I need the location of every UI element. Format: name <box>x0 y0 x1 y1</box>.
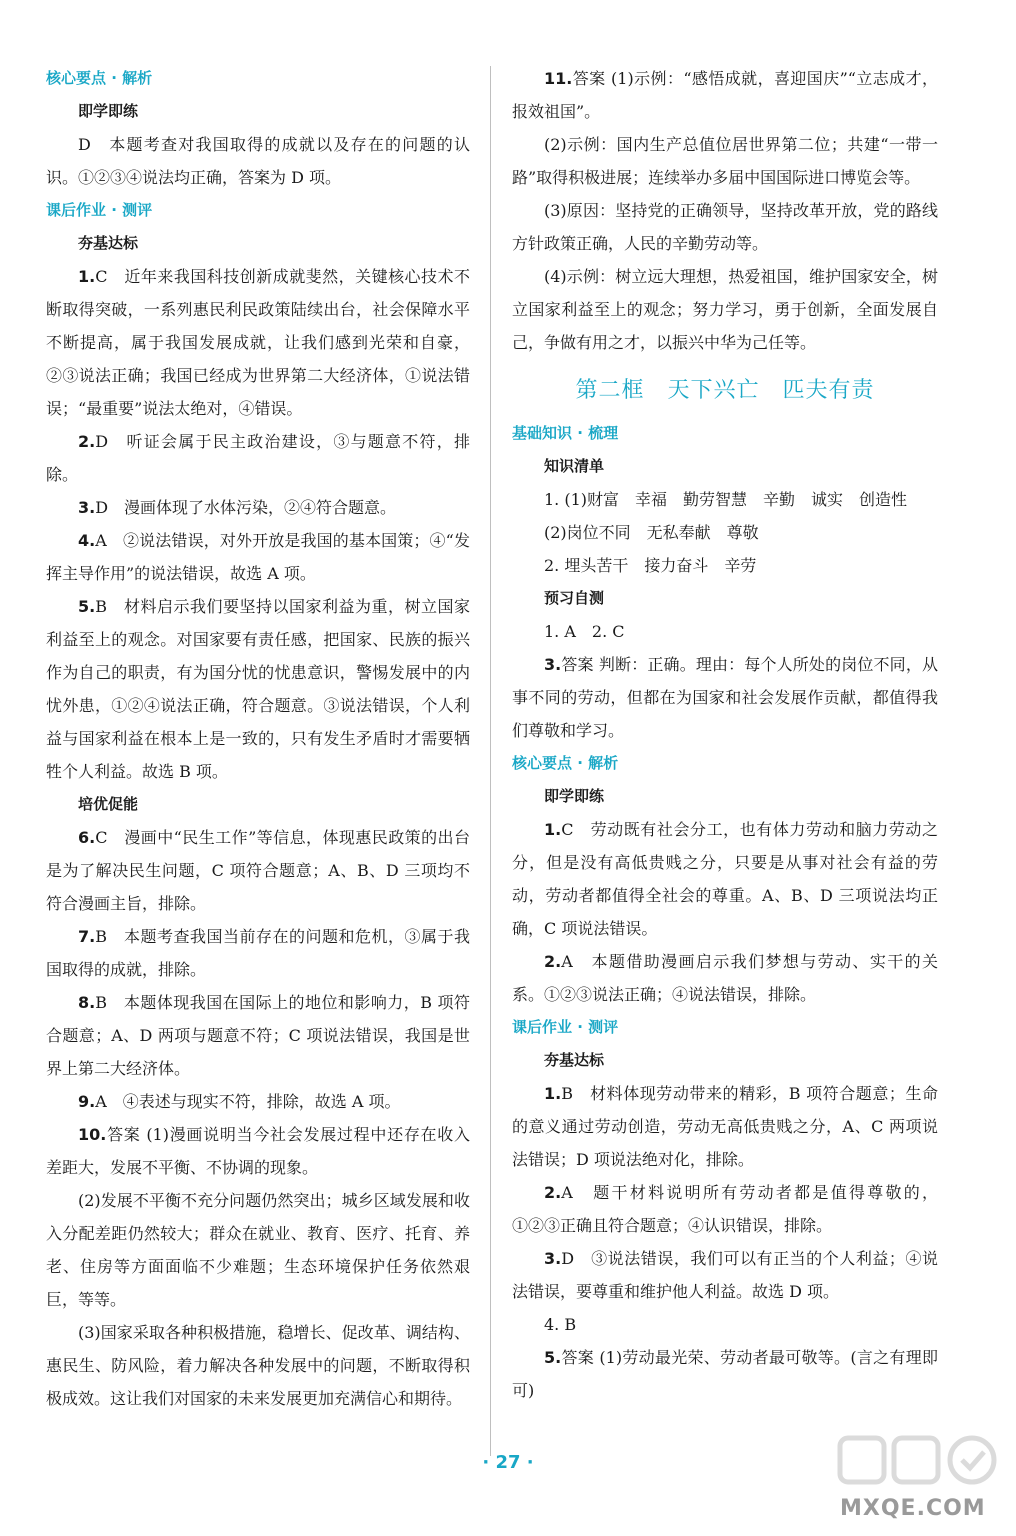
knowledge-item: 1. (1)财富 幸福 勤劳智慧 辛勤 诚实 创造性 <box>544 490 908 509</box>
subsection-heading: 知识清单 <box>544 457 605 475</box>
knowledge-item: 2. 埋头苦干 接力奋斗 辛劳 <box>544 556 757 575</box>
answer-item: 3.D 漫画体现了水体污染，②④符合题意。 <box>78 498 397 517</box>
answer-item: 8.B 本题体现我国在国际上的地位和影响力，B 项符合题意；A、D 两项与题意不符；C 项说法错误，我国是世界上第二大经济体。 <box>46 993 470 1078</box>
answer-item: 5.答案 (1)劳动最光荣、劳动者最可敬等。(言之有理即可) <box>512 1348 938 1400</box>
section-heading: 课后作业 · 测评 <box>46 201 153 219</box>
paragraph: D 本题考查对我国取得的成就以及存在的问题的认识。①②③④说法均正确，答案为 D 项。 <box>46 135 470 187</box>
section-heading: 课后作业 · 测评 <box>512 1018 619 1036</box>
answer-item: 1.B 材料体现劳动带来的精彩，B 项符合题意；生命的意义通过劳动创造，劳动无高低贵贱之分，A、C 两项说法错误；D 项说法绝对化，排除。 <box>512 1084 938 1169</box>
watermark-text: MXQE.COM <box>840 1496 986 1521</box>
left-column <box>46 62 470 1415</box>
subsection-heading: 即学即练 <box>78 102 139 120</box>
answer-item: 4.A ②说法错误，对外开放是我国的基本国策；④“发挥主导作用”的说法错误，故选 A 项。 <box>46 531 470 583</box>
paragraph: (2)发展不平衡不充分问题仍然突出；城乡区域发展和收入分配差距仍然较大；群众在就业、教育、医疗、托育、养老、住房等方面面临不少难题；生态环境保护任务依然艰巨，等等。 <box>46 1191 470 1309</box>
answer-item: 5.B 材料启示我们要坚持以国家利益为重，树立国家利益至上的观念。对国家要有责任感，把国家、民族的振兴作为自己的职责，有为国分忧的忧患意识，警惕发展中的内忧外患，①②④说法正确，符合题意。③说法错误，个人利益与国家利益在根本上是一致的，只有发生矛盾时才需要牺牲个人利益。故选 B 项。 <box>46 597 470 781</box>
frame-title: 第二框 天下兴亡 匹夫有责 <box>575 378 875 403</box>
answer-item: 7.B 本题考查我国当前存在的问题和危机，③属于我国取得的成就，排除。 <box>46 927 470 979</box>
knowledge-item: (2)岗位不同 无私奉献 尊敬 <box>544 523 759 542</box>
subsection-heading: 预习自测 <box>544 589 605 607</box>
section-heading: 核心要点 · 解析 <box>46 69 153 87</box>
paragraph: (3)国家采取各种积极措施，稳增长、促改革、调结构、惠民生、防风险，着力解决各种发展中的问题，不断取得积极成效。这让我们对国家的未来发展更加充满信心和期待。 <box>46 1323 470 1408</box>
section-heading: 基础知识 · 梳理 <box>512 424 619 442</box>
answer-item: 3.D ③说法错误，我们可以有正当的个人利益；④说法错误，要尊重和维护他人利益。故选 D 项。 <box>512 1249 938 1301</box>
answer-item: 3.答案 判断：正确。理由：每个人所处的岗位不同，从事不同的劳动，但都在为国家和社会发展作贡献，都值得我们尊敬和学习。 <box>512 655 938 740</box>
answer-item: 2.A 题干材料说明所有劳动者都是值得尊敬的，①②③正确且符合题意；④认识错误，排除。 <box>512 1183 938 1235</box>
answer-item: 2.A 本题借助漫画启示我们梦想与劳动、实干的关系。①②③说法正确；④说法错误，排除。 <box>512 952 938 1004</box>
subsection-heading: 夯基达标 <box>544 1051 605 1069</box>
answer-item: 6.C 漫画中“民生工作”等信息，体现惠民政策的出台是为了解决民生问题，C 项符合题意；A、B、D 三项均不符合漫画主旨，排除。 <box>46 828 470 913</box>
subsection-heading: 即学即练 <box>544 787 605 805</box>
answer-item: 11.答案 (1)示例：“感悟成就，喜迎国庆”“立志成才，报效祖国”。 <box>512 69 938 121</box>
subsection-heading: 夯基达标 <box>78 234 139 252</box>
answer-item: 4. B <box>544 1315 577 1334</box>
answer-item: 1. A 2. C <box>544 622 625 641</box>
paragraph: (2)示例：国内生产总值位居世界第二位；共建“一带一路”取得积极进展；连续举办多届中国国际进口博览会等。 <box>512 135 938 187</box>
answer-item: 1.C 劳动既有社会分工，也有体力劳动和脑力劳动之分，但是没有高低贵贱之分，只要是从事对社会有益的劳动，劳动者都值得全社会的尊重。A、B、D 三项说法均正确，C 项说法错误。 <box>512 820 938 938</box>
section-heading: 核心要点 · 解析 <box>512 754 619 772</box>
column-divider <box>490 66 491 1456</box>
answer-item: 1.C 近年来我国科技创新成就斐然，关键核心技术不断取得突破，一系列惠民利民政策陆续出台，社会保障水平不断提高，属于我国发展成就，让我们感到光荣和自豪，②③说法正确；我国已经成为世界第二大经济体，①说法错误；“最重要”说法太绝对，④错误。 <box>46 267 470 418</box>
paragraph: (3)原因：坚持党的正确领导，坚持改革开放，党的路线方针政策正确，人民的辛勤劳动等。 <box>512 201 938 253</box>
right-column <box>512 62 938 1407</box>
page-number: · 27 · <box>482 1452 534 1473</box>
paragraph: (4)示例：树立远大理想，热爱祖国，维护国家安全，树立国家利益至上的观念；努力学习，勇于创新，全面发展自己，争做有用之才，以振兴中华为己任等。 <box>512 267 938 352</box>
answer-item: 10.答案 (1)漫画说明当今社会发展过程中还存在收入差距大，发展不平衡、不协调的现象。 <box>46 1125 470 1177</box>
answer-item: 2.D 听证会属于民主政治建设，③与题意不符，排除。 <box>46 432 470 484</box>
subsection-heading: 培优促能 <box>78 795 139 813</box>
answer-item: 9.A ④表述与现实不符，排除，故选 A 项。 <box>78 1092 401 1111</box>
